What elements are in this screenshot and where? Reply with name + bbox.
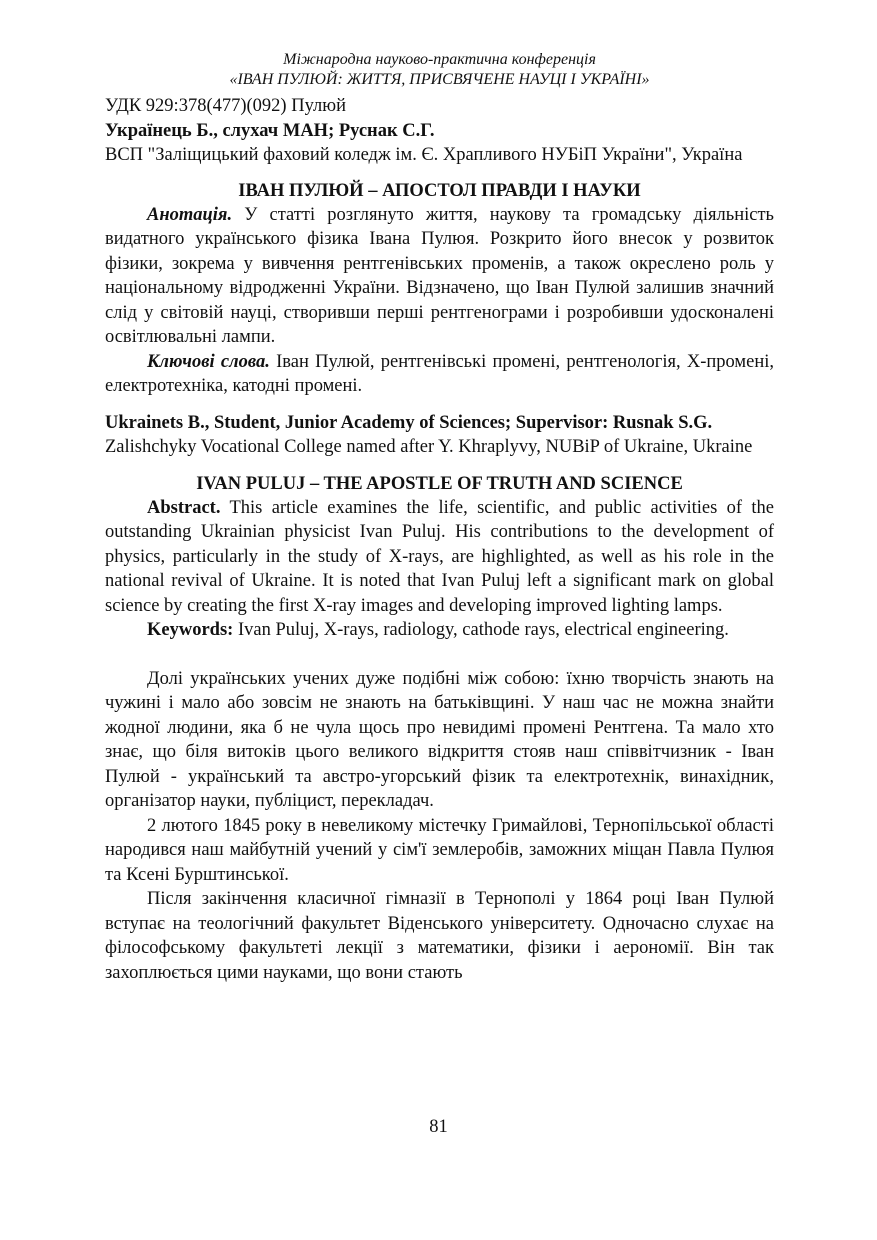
conference-title: «ІВАН ПУЛЮЙ: ЖИТТЯ, ПРИСВЯЧЕНЕ НАУЦІ І УКРАЇНІ» xyxy=(229,71,650,88)
en-abstract xyxy=(105,496,774,619)
ua-authors: Українець Б., слухач МАН; Руснак С.Г. xyxy=(105,120,435,141)
ua-abstract-text: У статті розглянуто життя, наукову та громадську діяльність видатного українського фізика Івана Пулюя. Розкрито його внесок у розвиток фізики, зокрема у вивчення рентгенівських променів, а також окреслено роль у національному відродженні України. Відзначено, що Іван Пулюй залишив значний слід у світовій науці, створивши перші рентгенограми і розробивши удосконалені освітлювальні лампи. xyxy=(105,204,774,347)
ua-abstract-label: Анотація. xyxy=(147,204,233,225)
conference-name: Міжнародна науково-практична конференція xyxy=(283,51,596,68)
ua-article-title: ІВАН ПУЛЮЙ – АПОСТОЛ ПРАВДИ І НАУКИ xyxy=(238,180,641,201)
ua-abstract xyxy=(105,203,774,350)
en-authors: Ukrainets B., Student, Junior Academy of Sciences; Supervisor: Rusnak S.G. xyxy=(105,412,713,433)
conference-header xyxy=(105,50,774,90)
body-paragraph-3: Після закінчення класичної гімназії в Тернополі у 1864 році Іван Пулюй вступає на теологічний факультет Віденського університету. Одночасно слухає на філософському факультеті лекції з математики, фізики і аерономії. Він так захоплюється цими науками, що вони стають xyxy=(105,889,774,983)
en-abstract-text: This article examines the life, scientific, and public activities of the outstanding Ukrainian physicist Ivan Puluj. His contributions to the development of physics, particularly in the study of X-rays, are highlighted, as well as his role in the national revival of Ukraine. It is noted that Ivan Puluj left a significant mark on global science by creating the first X-ray images and developing improved lighting lamps. xyxy=(105,497,774,616)
en-affiliation: Zalishchyky Vocational College named after Y. Khraplyvy, NUBiP of Ukraine, Ukraine xyxy=(105,437,753,457)
ua-affiliation: ВСП "Заліщицький фаховий коледж ім. Є. Храпливого НУБіП України", Україна xyxy=(105,145,743,165)
page-number: 81 xyxy=(429,1117,448,1137)
body-paragraph-2: 2 лютого 1845 року в невеликому містечку Гримайлові, Тернопільської області народився наш майбутній учений у сім'ї землеробів, заможних міщан Павла Пулюя та Ксені Бурштинської. xyxy=(105,815,774,885)
en-abstract-label: Abstract. xyxy=(147,497,221,518)
ua-keywords xyxy=(105,350,774,399)
udk-code: УДК 929:378(477)(092) Пулюй xyxy=(105,96,346,116)
body-paragraph-1: Долі українських учених дуже подібні між собою: їхню творчість знають на чужині і мало або зовсім не знають на батьківщині. У наш час не можна знайти жодної людини, яка б не чула щось про невидимі промені Рентгена. Та мало хто знає, що біля витоків цього великого відкриття стояв наш співвітчизник - Іван Пулюй - український та австро-угорський фізик та електротехнік, винахідник, організатор науки, публіцист, перекладач. xyxy=(105,668,774,811)
en-keywords xyxy=(105,618,774,643)
en-keywords-label: Keywords: xyxy=(147,620,234,640)
en-keywords-text: Ivan Puluj, X-rays, radiology, cathode rays, electrical engineering. xyxy=(233,620,729,640)
page xyxy=(105,50,774,985)
en-article-title: IVAN PULUJ – THE APOSTLE OF TRUTH AND SCIENCE xyxy=(196,473,683,494)
ua-keywords-label: Ключові слова. xyxy=(147,351,270,372)
ua-keywords-text: Іван Пулюй, рентгенівські промені, рентгенологія, Х-промені, електротехніка, катодні промені. xyxy=(105,351,774,396)
